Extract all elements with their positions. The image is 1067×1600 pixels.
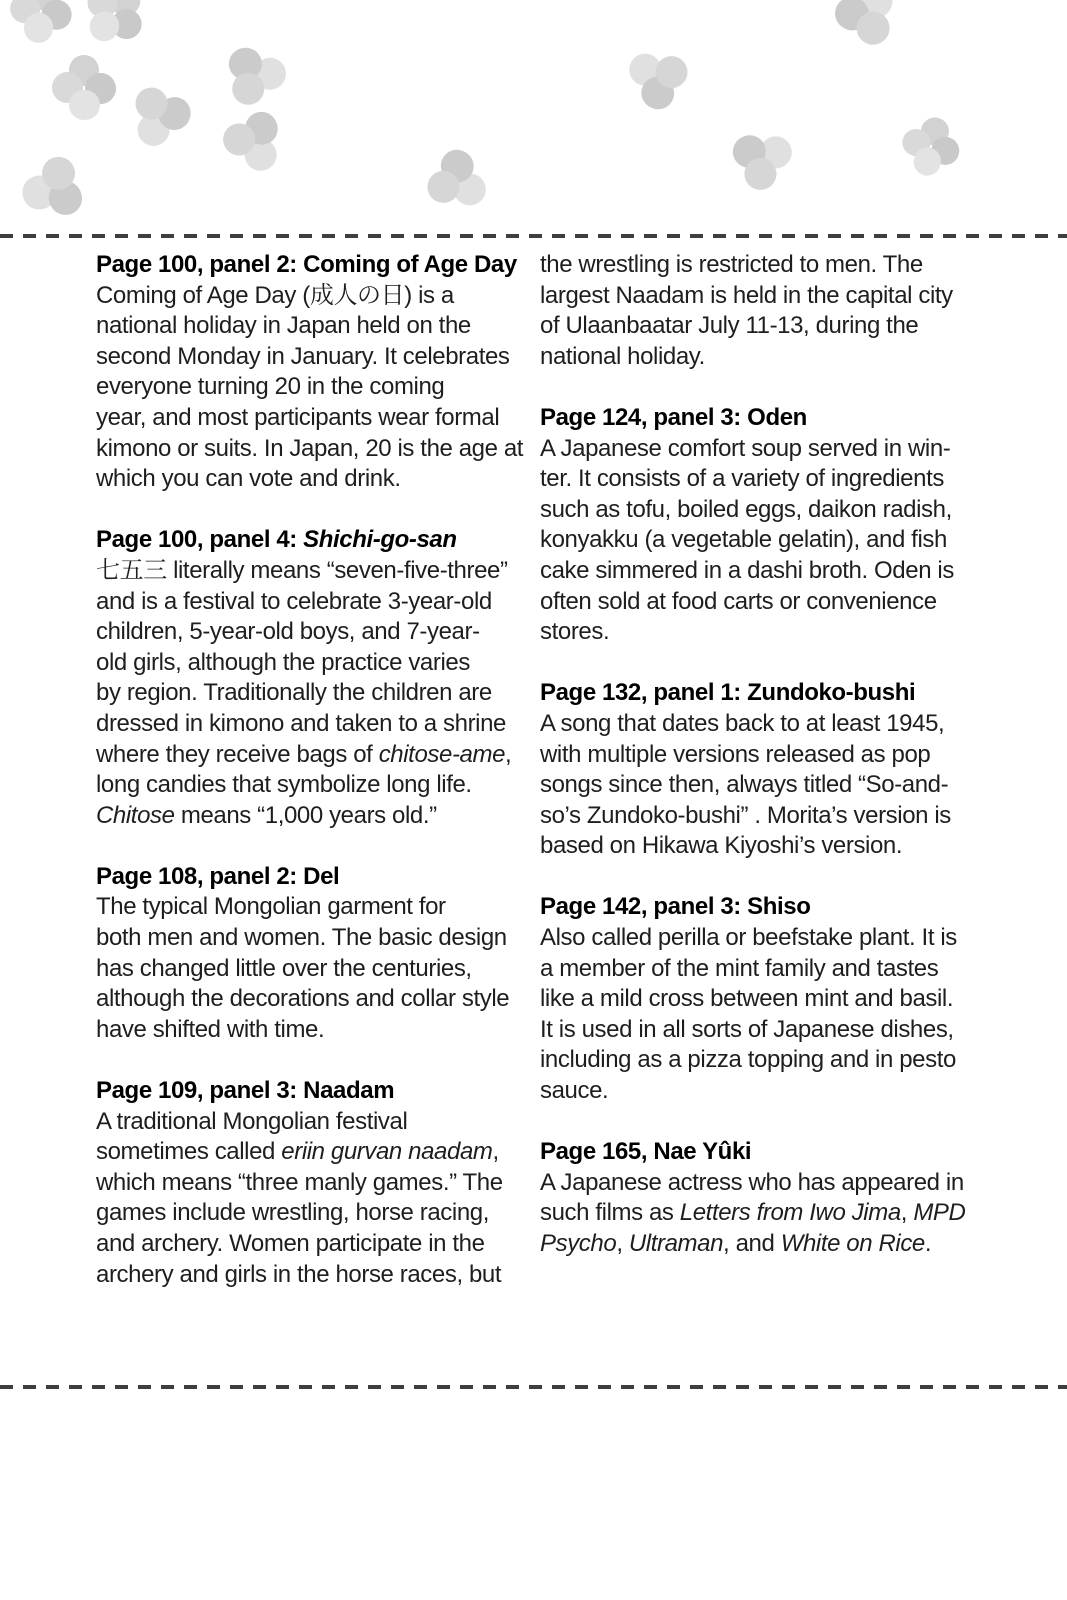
note-line: by region. Traditionally the children are <box>96 679 492 707</box>
note-line: Chitose means “1,000 years old.” <box>96 801 437 829</box>
note-line: A traditional Mongolian festival <box>96 1107 408 1135</box>
note-header: Page 132, panel 1: Zundoko-bushi <box>540 679 916 707</box>
clover-icon <box>52 55 116 119</box>
clover-icon <box>895 110 966 181</box>
clover-icon <box>122 81 196 155</box>
note-line: largest Naadam is held in the capital city <box>540 281 953 309</box>
note-block <box>540 1137 984 1259</box>
clover-icon <box>827 0 909 53</box>
note-line: konyakku (a vegetable gelatin), and fish <box>540 526 947 554</box>
note-line: songs since then, always titled “So-and- <box>540 771 949 799</box>
clover-icon <box>724 118 803 197</box>
note-line: which means “three manly games.” The <box>96 1168 503 1196</box>
note-line: the wrestling is restricted to men. The <box>540 251 923 278</box>
note-line: ter. It consists of a variety of ingredients <box>540 465 944 493</box>
note-block <box>540 892 984 1106</box>
note-line: with multiple versions released as pop <box>540 740 931 768</box>
note-line: have shifted with time. <box>96 1015 325 1043</box>
note-line: archery and girls in the horse races, but <box>96 1260 502 1288</box>
dashed-divider-bottom <box>0 1385 1067 1389</box>
note-line: second Monday in January. It celebrates <box>96 342 510 370</box>
notes-column <box>96 250 540 1290</box>
note-line: national holiday. <box>540 342 705 370</box>
note-line: like a mild cross between mint and basil. <box>540 985 954 1013</box>
note-line: Psycho, Ultraman, and White on Rice. <box>540 1230 932 1257</box>
note-header: Page 100, panel 2: Coming of Age Day <box>96 251 517 278</box>
note-line: including as a pizza topping and in pesto <box>540 1046 956 1074</box>
note-header: Page 124, panel 3: Oden <box>540 403 807 431</box>
note-header: Page 100, panel 4: Shichi-go-san <box>96 526 457 554</box>
note-header: Page 142, panel 3: Shiso <box>540 893 811 921</box>
note-line: such as tofu, boiled eggs, daikon radish, <box>540 495 952 523</box>
note-block <box>540 250 984 372</box>
note-line: dressed in kimono and taken to a shrine <box>96 709 506 737</box>
clover-icon <box>616 37 695 116</box>
note-line: year, and most participants wear formal <box>96 403 500 431</box>
note-block <box>96 525 540 831</box>
note-line: both men and women. The basic design <box>96 924 507 952</box>
dashed-divider-top <box>0 234 1067 238</box>
note-block <box>540 403 984 648</box>
note-line: Also called perilla or beefstake plant. It is <box>540 924 957 952</box>
note-block <box>96 250 540 495</box>
note-line: and archery. Women participate in the <box>96 1230 485 1257</box>
note-line: A song that dates back to at least 1945, <box>540 709 945 737</box>
note-line: The typical Mongolian garment for <box>96 893 446 921</box>
clover-icon <box>223 41 290 108</box>
note-line: sauce. <box>540 1077 609 1105</box>
note-line: of Ulaanbaatar July 11-13, during the <box>540 312 919 340</box>
clover-decoration-band <box>0 0 1067 232</box>
note-line: children, 5-year-old boys, and 7-year- <box>96 618 480 646</box>
note-line: a member of the mint family and tastes <box>540 954 939 982</box>
note-line: so’s Zundoko-bushi” . Morita’s version is <box>540 801 951 829</box>
clover-icon <box>71 0 158 57</box>
note-line: Coming of Age Day (成人の日) is a <box>96 281 454 309</box>
note-line: sometimes called eriin gurvan naadam, <box>96 1138 499 1166</box>
clover-icon <box>215 103 294 182</box>
clover-icon <box>5 0 77 47</box>
notes-column <box>540 250 984 1290</box>
note-line: A Japanese comfort soup served in win- <box>540 434 951 462</box>
note-header: Page 108, panel 2: Del <box>96 862 340 890</box>
note-line: stores. <box>540 618 610 646</box>
note-line: where they receive bags of chitose-ame, <box>96 740 512 768</box>
note-line: long candies that symbolize long life. <box>96 771 472 799</box>
note-line: 七五三 literally means “seven-five-three” <box>96 556 508 584</box>
clover-icon <box>419 142 498 221</box>
clover-icon <box>14 151 91 228</box>
note-line: has changed little over the centuries, <box>96 954 472 982</box>
note-line: although the decorations and collar style <box>96 985 510 1013</box>
note-line: games include wrestling, horse racing, <box>96 1199 489 1227</box>
note-block <box>540 678 984 862</box>
note-line: and is a festival to celebrate 3-year-old <box>96 587 492 615</box>
note-line: A Japanese actress who has appeared in <box>540 1168 964 1196</box>
note-line: It is used in all sorts of Japanese dishes, <box>540 1015 954 1043</box>
note-line: such films as Letters from Iwo Jima, MPD <box>540 1199 966 1227</box>
note-block <box>96 1076 540 1290</box>
note-line: cake simmered in a dashi broth. Oden is <box>540 556 954 584</box>
note-header: Page 109, panel 3: Naadam <box>96 1077 395 1105</box>
note-line: often sold at food carts or convenience <box>540 587 937 615</box>
note-header: Page 165, Nae Yûki <box>540 1138 752 1166</box>
notes-content <box>96 250 984 1290</box>
note-line: national holiday in Japan held on the <box>96 312 471 340</box>
note-line: everyone turning 20 in the coming <box>96 373 445 401</box>
note-line: kimono or suits. In Japan, 20 is the age at <box>96 434 524 462</box>
note-line: old girls, although the practice varies <box>96 648 470 676</box>
note-line: based on Hikawa Kiyoshi’s version. <box>540 832 903 860</box>
note-block <box>96 862 540 1046</box>
note-line: which you can vote and drink. <box>96 465 401 493</box>
